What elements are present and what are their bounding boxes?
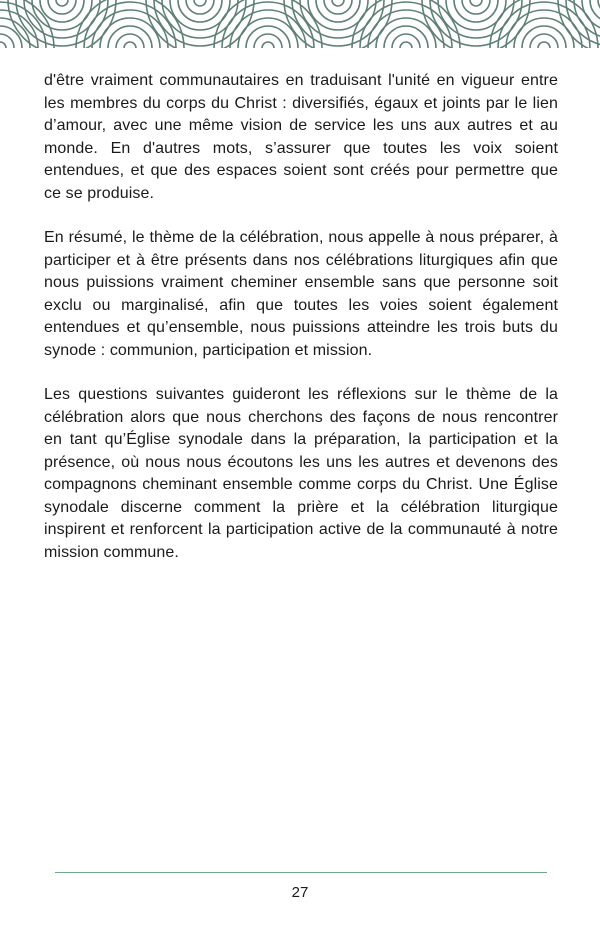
- pattern-arc: [186, 0, 214, 14]
- pattern-arc: [522, 26, 566, 48]
- pattern-arc: [0, 42, 6, 48]
- pattern-arc: [194, 0, 206, 6]
- pattern-arc: [48, 0, 76, 14]
- pattern-arc: [384, 26, 428, 48]
- pattern-arc: [116, 34, 144, 48]
- pattern-arc: [178, 0, 222, 22]
- pattern-arc: [262, 42, 274, 48]
- pattern-arc: [530, 34, 558, 48]
- pattern-arc: [108, 26, 152, 48]
- pattern-arc: [332, 0, 344, 6]
- pattern-arc: [254, 34, 282, 48]
- pattern-arc: [316, 0, 360, 22]
- pattern-arc: [454, 0, 498, 22]
- pattern-arc: [246, 26, 290, 48]
- pattern-arc: [0, 34, 14, 48]
- footer-divider: [55, 872, 547, 873]
- pattern-arc: [462, 0, 490, 14]
- pattern-arc: [0, 26, 22, 48]
- pattern-arc: [324, 0, 352, 14]
- pattern-arc: [538, 42, 550, 48]
- paragraph-1: d'être vraiment communautaires en traduisant l'unité en vigueur entre les membres du corps du Christ : diversifiés, égaux et joints par le lien d’amour, avec une même vision de service les uns aux autres et au monde. En d'autres mots, s’assurer que toutes les voix soient entendues, et que des espaces soient sont créés pour permettre que ce se produise.: [44, 72, 558, 202]
- paragraph-2: En résumé, le thème de la célébration, nous appelle à nous préparer, à participer et à être présents dans nos célébrations liturgiques afin que nous puissions vraiment cheminer ensemble sans que personne soit exclu ou marginalisé, afin que toutes les voies soient également entendues et qu’ensemble, nous puissions atteindre les trois buts du synode : communion, participation et mission.: [44, 229, 558, 359]
- pattern-arc: [392, 34, 420, 48]
- pattern-arc: [470, 0, 482, 6]
- page-body: [44, 70, 558, 586]
- page-number: 27: [291, 884, 309, 901]
- decorative-header-pattern: [0, 0, 600, 48]
- pattern-arc: [40, 0, 84, 22]
- paragraph-3: Les questions suivantes guideront les réflexions sur le thème de la célébration alors que nous cherchons des façons de nous rencontrer en tant qu’Église synodale dans la préparation, la participation et la présence, où nous nous écoutons les uns les autres et devenons des compagnons cheminant ensemble comme corps du Christ. Une Église synodale discerne comment la prière et la célébration liturgique inspirent et renforcent la participation active de la communauté à notre mission commune.: [44, 386, 558, 561]
- pattern-arc: [124, 42, 136, 48]
- pattern-arc: [56, 0, 68, 6]
- pattern-arc: [400, 42, 412, 48]
